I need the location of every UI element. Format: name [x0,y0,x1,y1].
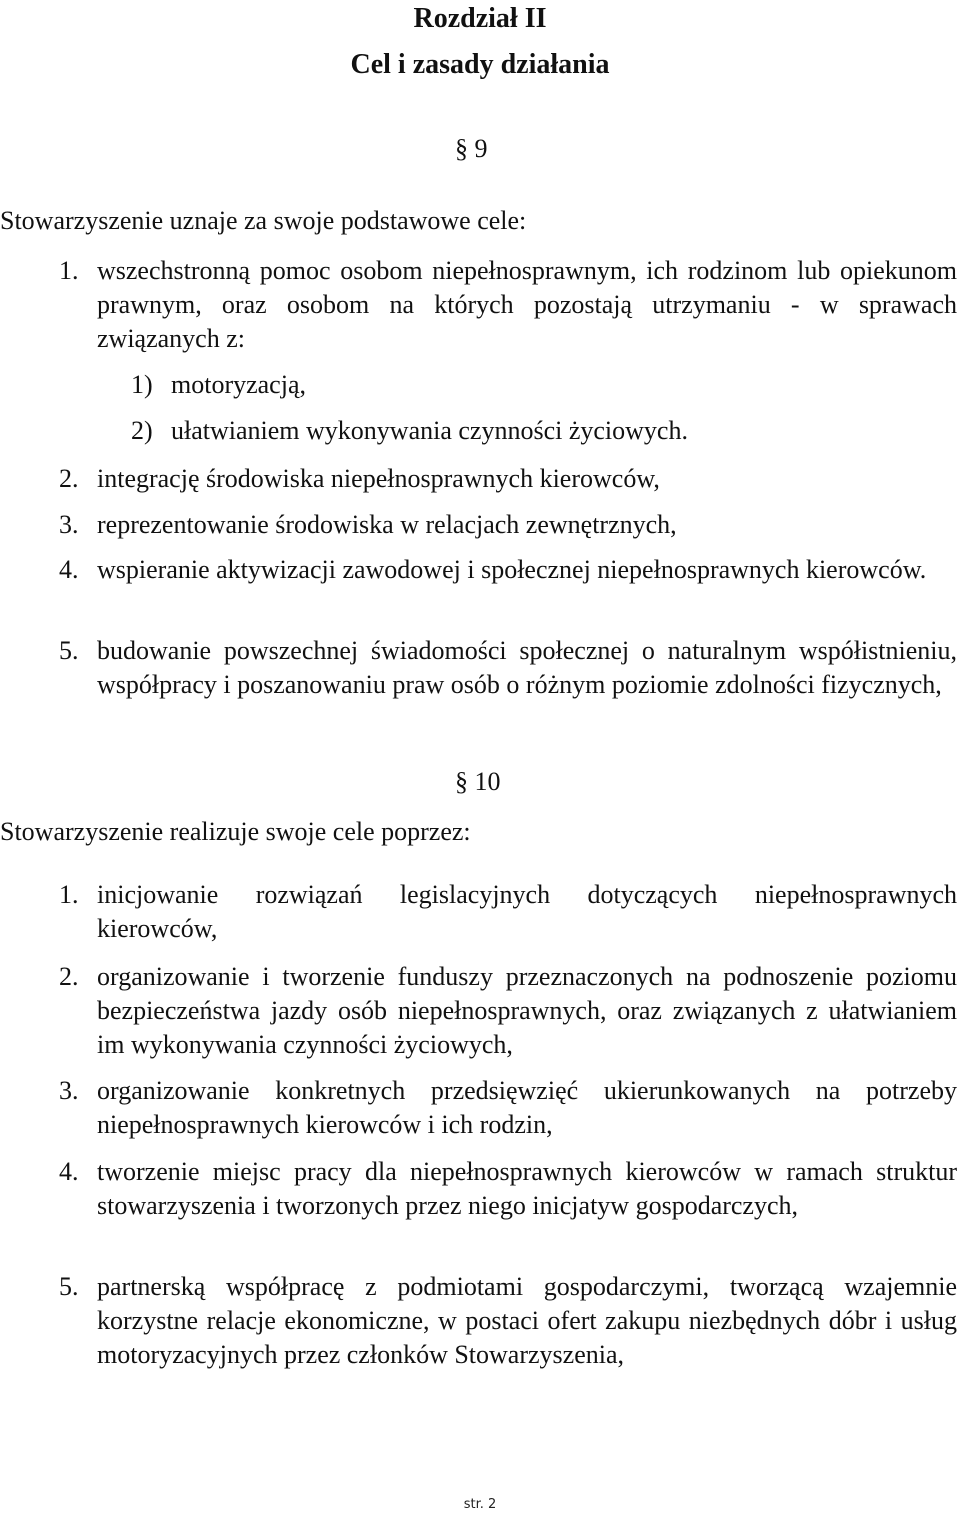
list-number: 1. [59,880,79,909]
section-9-intro: Stowarzyszenie uznaje za swoje podstawowe cele: [0,206,527,235]
list-item-text: reprezentowanie środowiska w relacjach zewnętrznych, [97,510,677,539]
page-number: str. 2 [463,1497,497,1512]
list-item-text: inicjowanie rozwiązań legislacyjnych dotyczących niepełnosprawnych kierowców, [97,880,957,943]
list-number: 2. [59,464,79,493]
list-number: 3. [59,1076,79,1105]
list-number: 2. [59,962,79,991]
sub-list-item-text: ułatwianiem wykonywania czynności życiowych. [171,416,688,445]
list-number: 4. [59,1157,79,1186]
list-number: 5. [59,1272,79,1301]
list-item-text: partnerską współpracę z podmiotami gospodarczymi, tworzącą wzajemnie korzystne relacje ekonomiczne, w postaci ofert zakupu niezbędnych dóbr i usług motoryzacyjnych przez członków Stowarzyszenia, [97,1272,957,1369]
list-item-text: organizowanie konkretnych przedsięwzięć ukierunkowanych na potrzeby niepełnosprawnych kierowców i ich rodzin, [97,1076,957,1139]
section-10-intro: Stowarzyszenie realizuje swoje cele poprzez: [0,817,471,846]
list-item-text: wszechstronną pomoc osobom niepełnosprawnym, ich rodzinom lub opiekunom prawnym, oraz osobom na których pozostają utrzymaniu - w sprawach związanych z: [97,256,957,353]
list-number: 1. [59,256,79,285]
chapter-title: Rozdział II [413,3,547,34]
list-item-text: wspieranie aktywizacji zawodowej i społecznej niepełnosprawnych kierowców. [97,555,927,584]
list-number: 5. [59,636,79,665]
list-number: 3. [59,510,79,539]
section-9-heading: § 9 [455,134,488,163]
sub-list-number: 1) [131,370,153,399]
list-item-text: tworzenie miejsc pracy dla niepełnosprawnych kierowców w ramach struktur stowarzyszenia i tworzonych przez niego inicjatyw gospodarczych, [97,1157,957,1220]
list-item-text: integrację środowiska niepełnosprawnych kierowców, [97,464,660,493]
list-number: 4. [59,555,79,584]
list-item-text: budowanie powszechnej świadomości społecznej o naturalnym współistnieniu, współpracy i poszanowaniu praw osób o różnym poziomie zdolności fizycznych, [97,636,957,699]
list-item-text: organizowanie i tworzenie funduszy przeznaczonych na podnoszenie poziomu bezpieczeństwa jazdy osób niepełnosprawnych, oraz związanych z ułatwianiem im wykonywania czynności życiowych, [97,962,957,1059]
section-9-item-1 [59,254,957,356]
sub-list-number: 2) [131,416,153,445]
chapter-subtitle: Cel i zasady działania [350,49,610,80]
section-10-heading: § 10 [455,767,501,796]
sub-list-item-text: motoryzacją, [171,370,306,399]
